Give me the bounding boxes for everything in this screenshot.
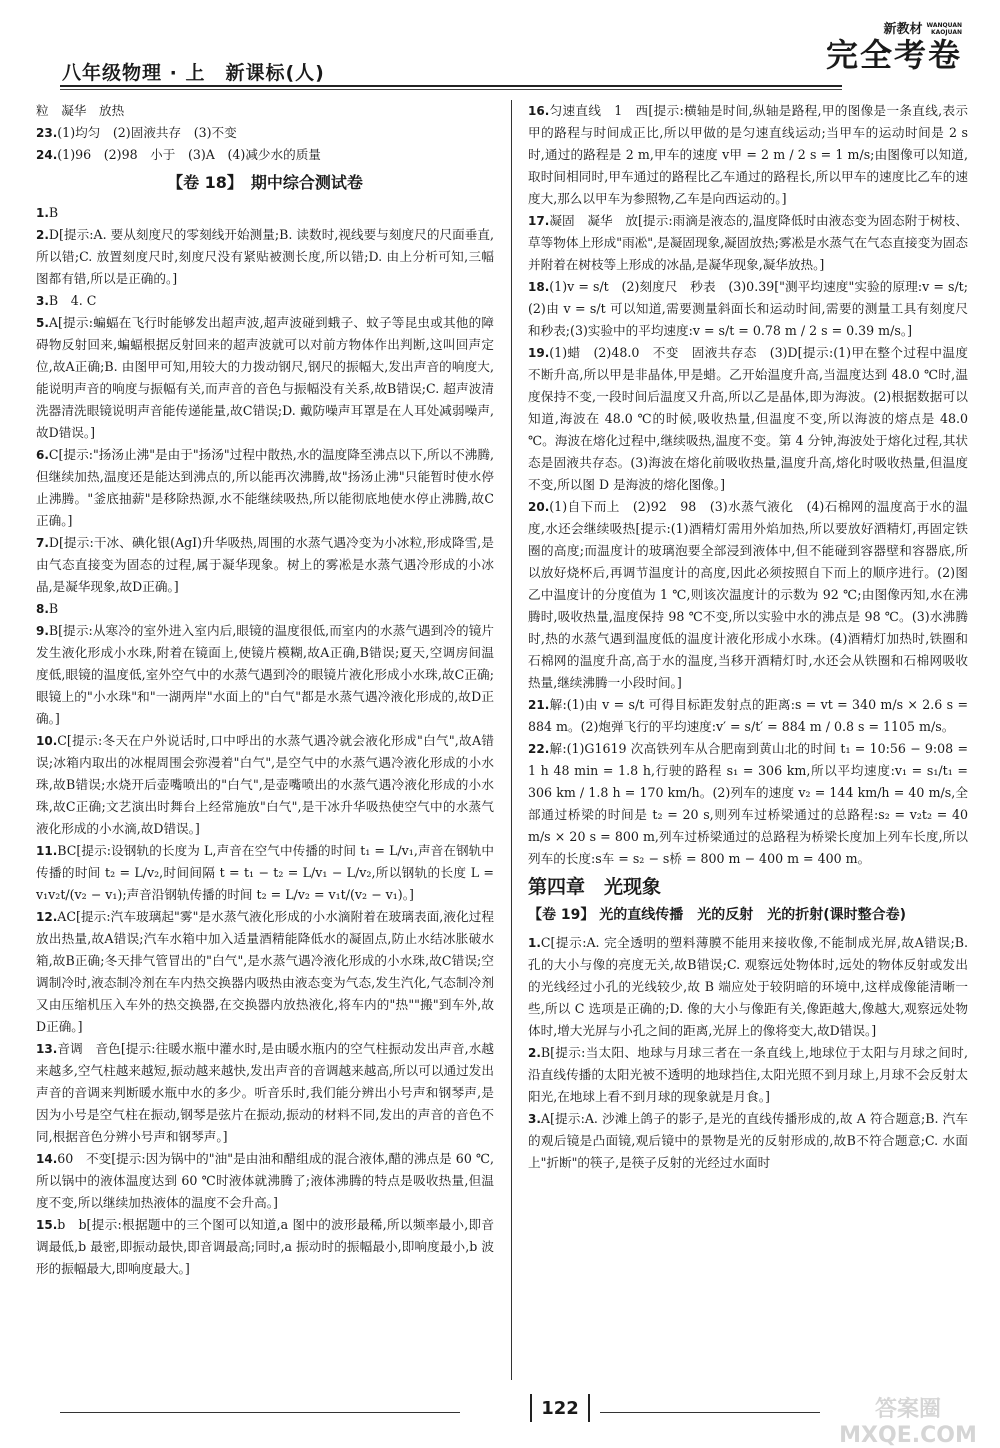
answer-number: 1.: [528, 936, 541, 950]
answer-text: C[提示:A. 完全透明的塑料薄膜不能用来接收像,不能制成光屏,故A错误;B. 孔的大小与像的亮度无关,故B错误;C. 观察远处物体时,远处的物体反射或发出的光线经过小孔的光线较少,故 B 端应处于较阴暗的环境中,这样成像能清晰一些,所以 C 选项是正确的;D. 像的大小与像距有关,像距越大,像越大,观察远处物体时,增大光屏与小孔之间的距离,光屏上的像将变大,故D错误。]: [528, 935, 968, 1038]
answer-item: [528, 932, 968, 1042]
answer-text: b b[提示:根据题中的三个图可以知道,a 图中的波形最稀,所以频率最小,即音调最低,b 最密,即振动最快,即音调最高;同时,a 振动时的振幅最小,即响度最小,b 波形的振幅最大,即响度最大。]: [36, 1217, 494, 1276]
answer-text: (1)96 (2)98 小于 (3)A (4)减少水的质量: [57, 147, 321, 162]
answer-item: [528, 1042, 968, 1108]
answer-text: (1)v = s/t (2)刻度尺 秒表 (3)0.39["测平均速度"实验的原理:v = s/t;(2)由 v = s/t 可以知道,需要测量斜面长和运动时间,需要的测量工具有刻度尺和秒表;(3)实验中的平均速度:v = s/t = 0.78 m / 2 s = 0.39 m/s。]: [528, 279, 968, 338]
answer-text: BC[提示:设钢轨的长度为 L,声音在空气中传播的时间 t₁ = L/v₁,声音在钢轨中传播的时间 t₂ = L/v₂,时间间隔 t = t₁ − t₂ = L/v₁ − L/v₂,所以钢轨的长度 L = v₁v₂t/(v₂ − v₁);声音沿钢轨传播的时间 t₂ = L/v₂ = v₁t/(v₂ − v₁)。]: [36, 843, 494, 902]
watermark: 答案圈 MXQE.COM: [839, 1397, 977, 1448]
header-rule: [60, 85, 842, 87]
answer-number: 13.: [36, 1042, 58, 1056]
chapter-title: 第四章 光现象: [528, 876, 662, 898]
answer-item: [36, 532, 494, 598]
answer-item: [36, 1038, 494, 1148]
answer-number: 3.: [528, 1112, 541, 1126]
footer-rule-left: [60, 1412, 460, 1413]
answer-text: A[提示:蝙蝠在飞行时能够发出超声波,超声波碰到蛾子、蚊子等昆虫或其他的障碍物反射回来,蝙蝠根据反射回来的超声波就可以对前方物体作出判断,这叫回声定位,故A正确;B. 由图甲可知,用较大的力拨动钢尺,钢尺的振幅大,发出声音的响度大,能说明声音的响度与振幅有关,而声音的音色与振幅没有关系,故B错误;C. 超声波清洗器清洗眼镜说明声音能传递能量,故C错误;D. 戴防噪声耳罩是在人耳处减弱噪声,故D错误。]: [36, 315, 494, 440]
answer-number: 18.: [528, 280, 550, 294]
answer-text: AC[提示:汽车玻璃起"雾"是水蒸气液化形成的小水滴附着在玻璃表面,液化过程放出热量,故A错误;汽车水箱中加入适量酒精能降低水的凝固点,防止水结冰胀破水箱,故B正确;冬天排气管冒出的"白气",是水蒸气遇冷液化形成的小水珠,故C错误;空调制冷时,液态制冷剂在车内热交换器内吸热由液态变为气态,发生汽化,气态制冷剂又由压缩机压入车外的热交换器,在交换器内放热液化,将车内的"热""搬"到车外,故D正确。]: [36, 909, 494, 1034]
answer-item: [36, 144, 494, 166]
answer-text: A[提示:A. 沙滩上鸽子的影子,是光的直线传播形成的,故 A 符合题意;B. 汽车的观后镜是凸面镜,观后镜中的景物是光的反射形成的,故B不符合题意;C. 水面上"折断"的筷子,是筷子反射的光经过水面时: [528, 1111, 968, 1170]
answer-item: [36, 1148, 494, 1214]
page-footer: [60, 1398, 940, 1428]
brand-english: WANQUAN KAOJUAN: [926, 21, 962, 36]
answer-number: 21.: [528, 698, 550, 712]
answer-number: 14.: [36, 1152, 58, 1166]
answer-item: [528, 210, 968, 276]
answer-number: 19.: [528, 346, 550, 360]
answer-item: [36, 598, 494, 620]
answer-number: 2.: [528, 1046, 541, 1060]
answer-item: [36, 444, 494, 532]
answer-text: B[提示:当太阳、地球与月球三者在一条直线上,地球位于太阳与月球之间时,沿直线传播的太阳光被不透明的地球挡住,太阳光照不到月球上,月球不会反射太阳光,在地球上看不到月球的现象就是月食。]: [528, 1045, 968, 1104]
section-title: 【卷 18】 期中综合测试卷: [167, 173, 363, 192]
right-column: [528, 100, 968, 1174]
answer-item: [36, 224, 494, 290]
brand-small: 新教材: [883, 22, 923, 37]
answer-text: (1)蜡 (2)48.0 不变 固液共存态 (3)D[提示:(1)甲在整个过程中温度不断升高,所以甲是非晶体,甲是蜡。乙开始温度升高,当温度达到 48.0 ℃时,温度保持不变,一段时间后温度又升高,所以乙是晶体,即为海波。(2)根据数据可以知道,海波在 48.0 ℃的时候,吸收热量,但温度不变,所以海波的熔点是 48.0 ℃。海波在熔化过程中,继续吸热,温度不变。第 4 分钟,海波处于熔化过程,其状态是固液共存态。(3)海波在熔化前吸收热量,温度升高,熔化时吸收热量,但温度不变,所以图 D 是海波的熔化图像。]: [528, 345, 968, 492]
page-number: 122: [541, 1398, 579, 1419]
answer-text: 音调 音色[提示:往暖水瓶中灌水时,是由暖水瓶内的空气柱振动发出声音,水越来越多,空气柱越来越短,振动越来越快,发出声音的音调越来越高,所以可以通过发出声音的音调来判断暖水瓶中水的多少。听音乐时,我们能分辨出小号声和钢琴声,是因为小号是空气柱在振动,钢琴是弦片在振动,振动的材料不同,发出的声音的音色不同,根据音色分辨小号声和钢琴声。]: [36, 1041, 494, 1144]
answer-text: B[提示:从寒冷的室外进入室内后,眼镜的温度很低,而室内的水蒸气遇到冷的镜片发生液化形成小水珠,附着在镜面上,使镜片模糊,故A正确,B错误;夏天,空调房间温度低,眼镜的温度低,室外空气中的水蒸气遇到冷的眼镜片液化形成小水珠,故C正确;眼镜上的"小水珠"和"一湖两岸"水面上的"白气"都是水蒸气遇冷液化形成的,故D正确。]: [36, 623, 494, 726]
header-rule-thin: [60, 89, 842, 90]
answer-text: (1)自下而上 (2)92 98 (3)水蒸气液化 (4)石棉网的温度高于水的温度,水还会继续吸热[提示:(1)酒精灯需用外焰加热,所以要放好酒精灯,再固定铁圈的高度;而温度计的玻璃泡要全部浸到液体中,但不能碰到容器壁和容器底,所以放好烧杯后,再调节温度计的高度,因此必须按照自下而上的顺序进行。(2)图乙中温度计的分度值为 1 ℃,则该次温度计的示数为 92 ℃;由图像丙知,水在沸腾时,吸收热量,温度保持 98 ℃不变,所以实验中水的沸点是 98 ℃。(3)水沸腾时,热的水蒸气遇到温度低的温度计液化形成小水珠。(4)酒精灯加热时,铁圈和石棉网的温度升高,高于水的温度,当移开酒精灯时,水还会从铁圈和石棉网吸收热量,继续沸腾一小段时间。]: [528, 499, 968, 690]
brand-logo: [782, 18, 962, 73]
answer-text: 凝固 凝华 放[提示:雨滴是液态的,温度降低时由液态变为固态附于树枝、草等物体上形成"雨凇",是凝固现象,凝固放热;雾凇是水蒸气在气态直接变为固态并附着在树枝等上形成的冰晶,是凝华现象,凝华放热。]: [528, 213, 968, 272]
answer-item: [528, 694, 968, 738]
answer-item: [36, 122, 494, 144]
answer-number: 2.: [36, 228, 49, 242]
answer-number: 20.: [528, 500, 550, 514]
answer-text: 解:(1)G1619 次高铁列车从合肥南到黄山北的时间 t₁ = 10:56 − 9:08 = 1 h 48 min = 1.8 h,行驶的路程 s₁ = 306 km,所以平均速度:v₁ = s₁/t₁ = 306 km / 1.8 h = 170 km/h。(2)列车的速度 v₂ = 144 km/h = 40 m/s,全部通过桥梁的时间是 t₂ = 20 s,则列车过桥梁通过的总路程:s₂ = v₂t₂ = 40 m/s × 20 s = 800 m,列车过桥梁通过的总路程为桥梁长度加上列车长度,所以列车的长度:s车 = s₂ − s桥 = 800 m − 400 m = 400 m。: [528, 741, 968, 866]
answer-item: [528, 1108, 968, 1174]
answer-number: 12.: [36, 910, 58, 924]
answer-item: [36, 1214, 494, 1280]
book-header: 八年级物理 · 上 新课标(人): [62, 62, 325, 84]
answer-number: 17.: [528, 214, 550, 228]
answer-number: 11.: [36, 844, 58, 858]
answer-text: D[提示:干冰、碘化银(AgI)升华吸热,周围的水蒸气遇冷变为小冰粒,形成降雪,是由气态直接变为固态的过程,属于凝华现象。树上的雾凇是水蒸气遇冷形成的小冰晶,是凝华现象,故D正确。]: [36, 535, 494, 594]
answer-number: 6.: [36, 448, 49, 462]
answer-text: B: [48, 205, 59, 220]
answer-number: 24.: [36, 148, 58, 162]
answer-item: [528, 276, 968, 342]
answer-text: D[提示:A. 要从刻度尺的零刻线开始测量;B. 读数时,视线要与刻度尺的尺面垂直,所以错;C. 放置刻度尺时,刻度尺没有紧贴被测长度,所以错;D. 由上分析可知,三幅图都有错,所以是正确的。]: [36, 227, 494, 286]
answer-item: [528, 100, 968, 210]
answer-number: 7.: [36, 536, 49, 550]
volume-title: 【卷 19】 光的直线传播 光的反射 光的折射(课时整合卷): [528, 907, 907, 923]
answer-text: 粒 凝华 放热: [36, 103, 125, 118]
answer-item: [36, 290, 494, 312]
answer-item: [36, 620, 494, 730]
answer-text: 解:(1)由 v = s/t 可得目标距发射点的距离:s = vt = 340 m/s × 2.6 s = 884 m。(2)炮弹飞行的平均速度:v′ = s/t′ = 884 m / 0.8 s = 1105 m/s。: [528, 697, 968, 734]
answer-item: [36, 730, 494, 840]
answer-item: [528, 496, 968, 694]
answer-number: 16.: [528, 104, 550, 118]
answer-number: 23.: [36, 126, 58, 140]
footer-bar-right: [588, 1394, 590, 1422]
answer-text: 60 不变[提示:因为锅中的"油"是由油和醋组成的混合液体,醋的沸点是 60 ℃,所以锅中的液体温度达到 60 ℃时液体就沸腾了;液体沸腾的特点是吸收热量,但温度不变,所以继续加热液体的温度不会升高。]: [36, 1151, 494, 1210]
answer-text: C[提示:冬天在户外说话时,口中呼出的水蒸气遇冷就会液化形成"白气",故A错误;冰箱内取出的冰棍周围会弥漫着"白气",是空气中的水蒸气遇冷液化形成的小水珠,故B错误;水烧开后壶嘴喷出的"白气",是壶嘴喷出的水蒸气遇冷液化形成的小水珠,故C正确;文艺演出时舞台上经常施放"白气",是干冰升华吸热使空气中的水蒸气液化形成的小水滴,故D错误。]: [36, 733, 494, 836]
answer-text: (1)均匀 (2)固液共存 (3)不变: [57, 125, 237, 140]
answer-number: 9.: [36, 624, 49, 638]
answer-number: 10.: [36, 734, 58, 748]
answer-item: [36, 840, 494, 906]
answer-item: [36, 100, 494, 122]
footer-rule-right: [600, 1412, 820, 1413]
answer-text: B: [48, 601, 59, 616]
answer-item: [36, 202, 494, 224]
answer-number: 8.: [36, 602, 49, 616]
answer-item: [528, 342, 968, 496]
answer-number: 22.: [528, 742, 550, 756]
answer-number: 15.: [36, 1218, 58, 1232]
answer-item: [36, 312, 494, 444]
left-column: [36, 100, 494, 1280]
answer-text: 匀速直线 1 西[提示:横轴是时间,纵轴是路程,甲的图像是一条直线,表示甲的路程与时间成正比,所以甲做的是匀速直线运动;当甲车的运动时间是 2 s 时,通过的路程是 2 m,甲车的速度 v甲 = 2 m / 2 s = 1 m/s;由图像可以知道,取时间相同时,甲车通过的路程比乙车通过的路程长,所以甲车的速度比乙车的速度大,那么以甲车为参照物,乙车是向西运动的。]: [528, 103, 968, 206]
answer-item: [36, 906, 494, 1038]
answer-number: 1.: [36, 206, 49, 220]
brand-title: 完全考卷: [825, 36, 962, 74]
answer-number: 3.: [36, 294, 49, 308]
answer-number: 5.: [36, 316, 49, 330]
answer-item: [528, 738, 968, 870]
answer-text: C[提示:"扬汤止沸"是由于"扬汤"过程中散热,水的温度降至沸点以下,所以不沸腾,但继续加热,温度还是能达到沸点的,所以能再次沸腾,故"扬汤止沸"只能暂时使水停止沸腾。"釜底抽薪"是移除热源,水不能继续吸热,所以能彻底地使水停止沸腾,故C正确。]: [36, 447, 494, 528]
answer-text: B 4. C: [48, 293, 97, 308]
column-divider: [511, 100, 512, 1380]
